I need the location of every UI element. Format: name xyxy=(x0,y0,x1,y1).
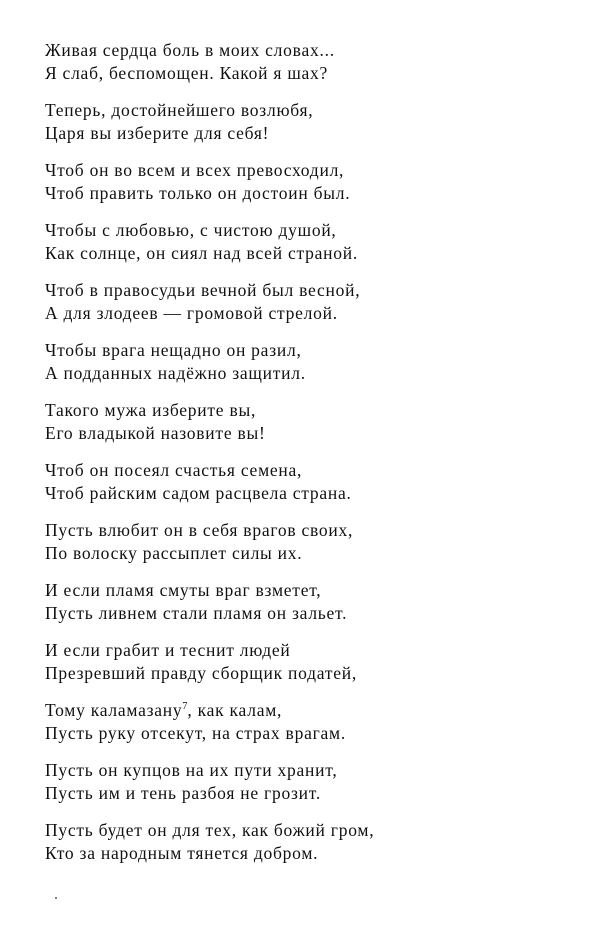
poem-line: Пусть будет он для тех, как божий гром, xyxy=(45,820,375,840)
stanza xyxy=(45,819,565,864)
poem-line: Чтобы врага нещадно он разил, xyxy=(45,340,302,360)
poem-line: Кто за народным тянется добром. xyxy=(45,842,319,863)
poem-line: Такого мужа изберите вы, xyxy=(45,400,257,420)
stanza xyxy=(45,459,565,504)
stanza xyxy=(45,219,565,264)
poem-line: Живая сердца боль в моих словах... xyxy=(45,40,335,60)
poem-line: Чтоб он посеял счастья семена, xyxy=(45,460,303,480)
poem-line: А подданных надёжно защитил. xyxy=(45,362,306,383)
stanza xyxy=(45,639,565,684)
footnote-line-end: , как калам, xyxy=(187,700,283,720)
poem-line: А для злодеев — громовой стрелой. xyxy=(45,302,338,323)
stanza xyxy=(45,279,565,324)
poem-text xyxy=(45,39,565,879)
poem-line: Чтоб в правосудьи вечной был весной, xyxy=(45,280,361,300)
poem-line: Теперь, достойнейшего возлюбя, xyxy=(45,100,314,120)
footnote-line-start: Тому каламазану xyxy=(45,700,183,720)
poem-line: Царя вы изберите для себя! xyxy=(45,122,270,143)
poem-line: И если грабит и теснит людей xyxy=(45,640,291,660)
poem-line: Пусть им и тень разбоя не грозит. xyxy=(45,782,321,803)
stanza xyxy=(45,99,565,144)
print-speck xyxy=(55,897,57,899)
poem-line: Чтоб править только он достоин был. xyxy=(45,182,351,203)
stanza xyxy=(45,759,565,804)
stanza xyxy=(45,699,565,744)
poem-line: Пусть он купцов на их пути хранит, xyxy=(45,760,338,780)
stanza xyxy=(45,519,565,564)
poem-line: Его владыкой назовите вы! xyxy=(45,422,266,443)
stanza xyxy=(45,159,565,204)
poem-line: Чтоб он во всем и всех превосходил, xyxy=(45,160,345,180)
stanza xyxy=(45,399,565,444)
stanza xyxy=(45,39,565,84)
poem-line: По волоску рассыплет силы их. xyxy=(45,542,303,563)
stanza xyxy=(45,339,565,384)
footnote-marker: 7 xyxy=(182,701,188,713)
poem-line: Чтоб райским садом расцвела страна. xyxy=(45,482,352,503)
poem-line: И если пламя смуты враг взметет, xyxy=(45,580,322,600)
poem-line-with-footnote xyxy=(45,699,565,722)
poem-line: Как солнце, он сиял над всей страной. xyxy=(45,242,358,263)
poem-line: Презревший правду сборщик податей, xyxy=(45,662,357,683)
poem-line: Пусть влюбит он в себя врагов своих, xyxy=(45,520,354,540)
stanza xyxy=(45,579,565,624)
poem-line: Чтобы с любовью, с чистою душой, xyxy=(45,220,337,240)
poem-line: Я слаб, беспомощен. Какой я шах? xyxy=(45,62,329,83)
poem-line: Пусть ливнем стали пламя он зальет. xyxy=(45,602,348,623)
poem-line: Пусть руку отсекут, на страх врагам. xyxy=(45,722,346,743)
